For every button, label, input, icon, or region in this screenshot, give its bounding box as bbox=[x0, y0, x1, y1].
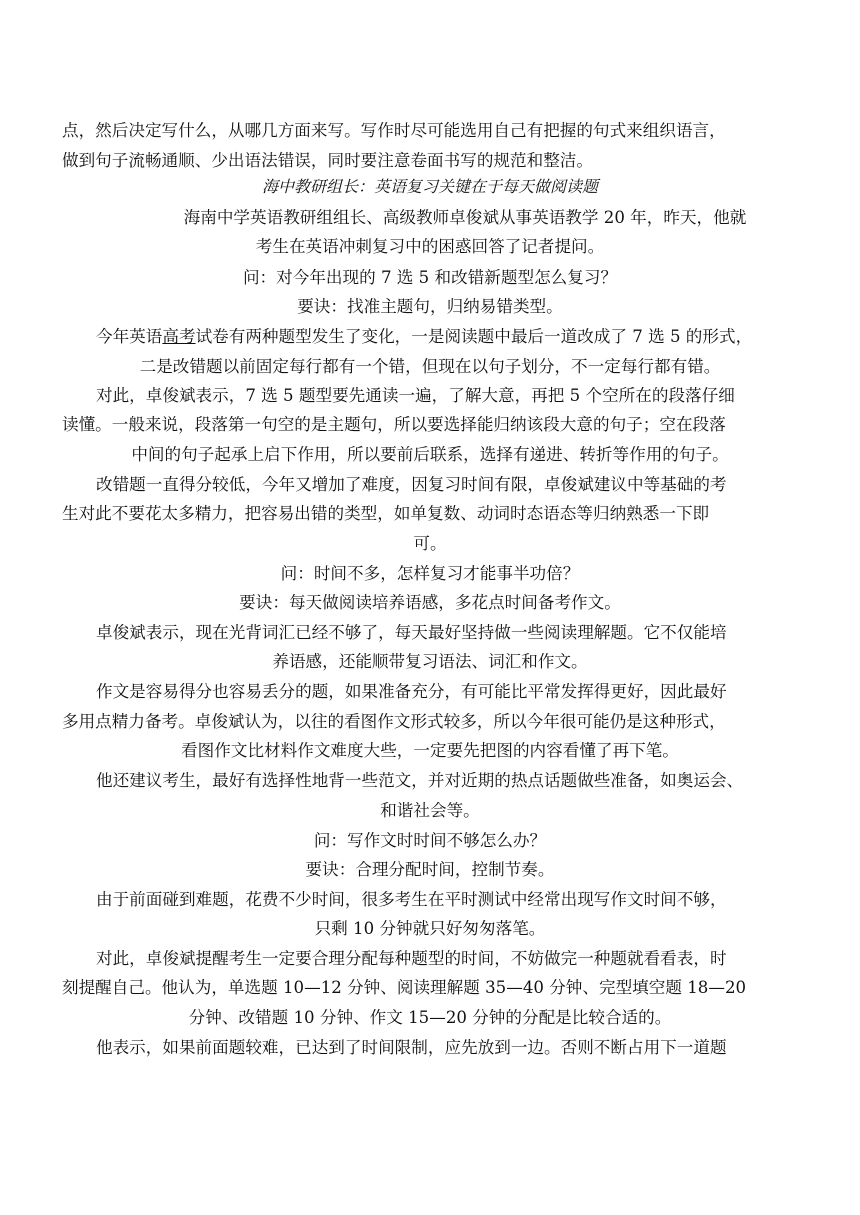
paragraph-line: 做到句子流畅通顺、少出语法错误，同时要注意卷面书写的规范和整洁。 bbox=[62, 151, 593, 170]
paragraph-line: 海南中学英语教研组组长、高级教师卓俊斌从事英语教学 20 年，昨天，他就 bbox=[183, 208, 747, 227]
paragraph-line: 点，然后决定写什么，从哪几方面来写。写作时尽可能选用自己有把握的句式来组织语言， bbox=[62, 121, 726, 140]
paragraph-line: 由于前面碰到难题，花费不少时间，很多考生在平时测试中经常出现写作文时间不够， bbox=[96, 890, 727, 909]
paragraph-line: 分钟、改错题 10 分钟、作文 15—20 分钟的分配是比较合适的。 bbox=[188, 1008, 672, 1027]
paragraph-line: 中间的句子起承上启下作用，所以要前后联系，选择有递进、转折等作用的句子。 bbox=[131, 445, 729, 464]
paragraph-line: 多用点精力备考。卓俊斌认为，以往的看图作文形式较多，所以今年很可能仍是这种形式， bbox=[62, 712, 726, 731]
paragraph-line: 刻提醒自己。他认为，单选题 10—12 分钟、阅读理解题 35—40 分钟、完型填空题 18—20 bbox=[62, 978, 747, 997]
paragraph-line: 只剩 10 分钟就只好匆匆落笔。 bbox=[314, 919, 546, 938]
paragraph-line: 他还建议考生，最好有选择性地背一些范文，并对近期的热点话题做些准备，如奥运会、 bbox=[96, 771, 744, 790]
text-span: 今年英语 bbox=[96, 327, 163, 346]
tip-heading: 要诀：合理分配时间，控制节奏。 bbox=[305, 860, 555, 879]
paragraph-line: 二是改错题以前固定每行都有一个错，但现在以句子划分，不一定每行都有错。 bbox=[139, 357, 721, 376]
question-heading: 问：对今年出现的 7 选 5 和改错新题型怎么复习？ bbox=[242, 268, 618, 287]
paragraph-line: 改错题一直得分较低，今年又增加了难度，因复习时间有限，卓俊斌建议中等基础的考 bbox=[96, 475, 727, 494]
gaokao-link[interactable]: 高考 bbox=[162, 327, 196, 346]
paragraph-line: 卓俊斌表示，现在光背词汇已经不够了，每天最好坚持做一些阅读理解题。它不仅能培 bbox=[96, 623, 727, 642]
paragraph-line: 和谐社会等。 bbox=[380, 801, 480, 820]
paragraph-line: 养语感，还能顺带复习语法、词汇和作文。 bbox=[272, 652, 588, 671]
paragraph-line: 对此，卓俊斌提醒考生一定要合理分配每种题型的时间，不妨做完一种题就看看表，时 bbox=[96, 949, 727, 968]
paragraph-line: 他表示，如果前面题较难，已达到了时间限制，应先放到一边。否则不断占用下一道题 bbox=[96, 1038, 727, 1057]
article-title: 海中教研组长：英语复习关键在于每天做阅读题 bbox=[261, 177, 598, 196]
text-span: 试卷有两种题型发生了变化，一是阅读题中最后一道改成了 7 选 5 的形式， bbox=[195, 327, 753, 346]
question-heading: 问：时间不多，怎样复习才能事半功倍？ bbox=[280, 564, 580, 583]
paragraph-line: 考生在英语冲刺复习中的困惑回答了记者提问。 bbox=[255, 237, 605, 256]
question-heading: 问：写作文时时间不够怎么办？ bbox=[313, 831, 547, 850]
paragraph-line: 作文是容易得分也容易丢分的题，如果准备充分，有可能比平常发挥得更好，因此最好 bbox=[96, 682, 727, 701]
paragraph-line: 对此，卓俊斌表示，7 选 5 题型要先通读一遍，了解大意，再把 5 个空所在的段落仔细 bbox=[96, 386, 735, 405]
paragraph-line: 可。 bbox=[413, 534, 447, 553]
paragraph-line: 读懂。一般来说，段落第一句空的是主题句，所以要选择能归纳该段大意的句子；空在段落 bbox=[62, 415, 726, 434]
tip-heading: 要诀：每天做阅读培养语感，多花点时间备考作文。 bbox=[239, 593, 621, 612]
tip-heading: 要诀：找准主题句，归纳易错类型。 bbox=[297, 297, 563, 316]
paragraph-line: 生对此不要花太多精力，把容易出错的类型，如单复数、动词时态语态等归纳熟悉一下即 bbox=[62, 504, 710, 523]
paragraph-line bbox=[96, 326, 752, 348]
paragraph-line: 看图作文比材料作文难度大些，一定要先把图的内容看懂了再下笔。 bbox=[181, 741, 679, 760]
